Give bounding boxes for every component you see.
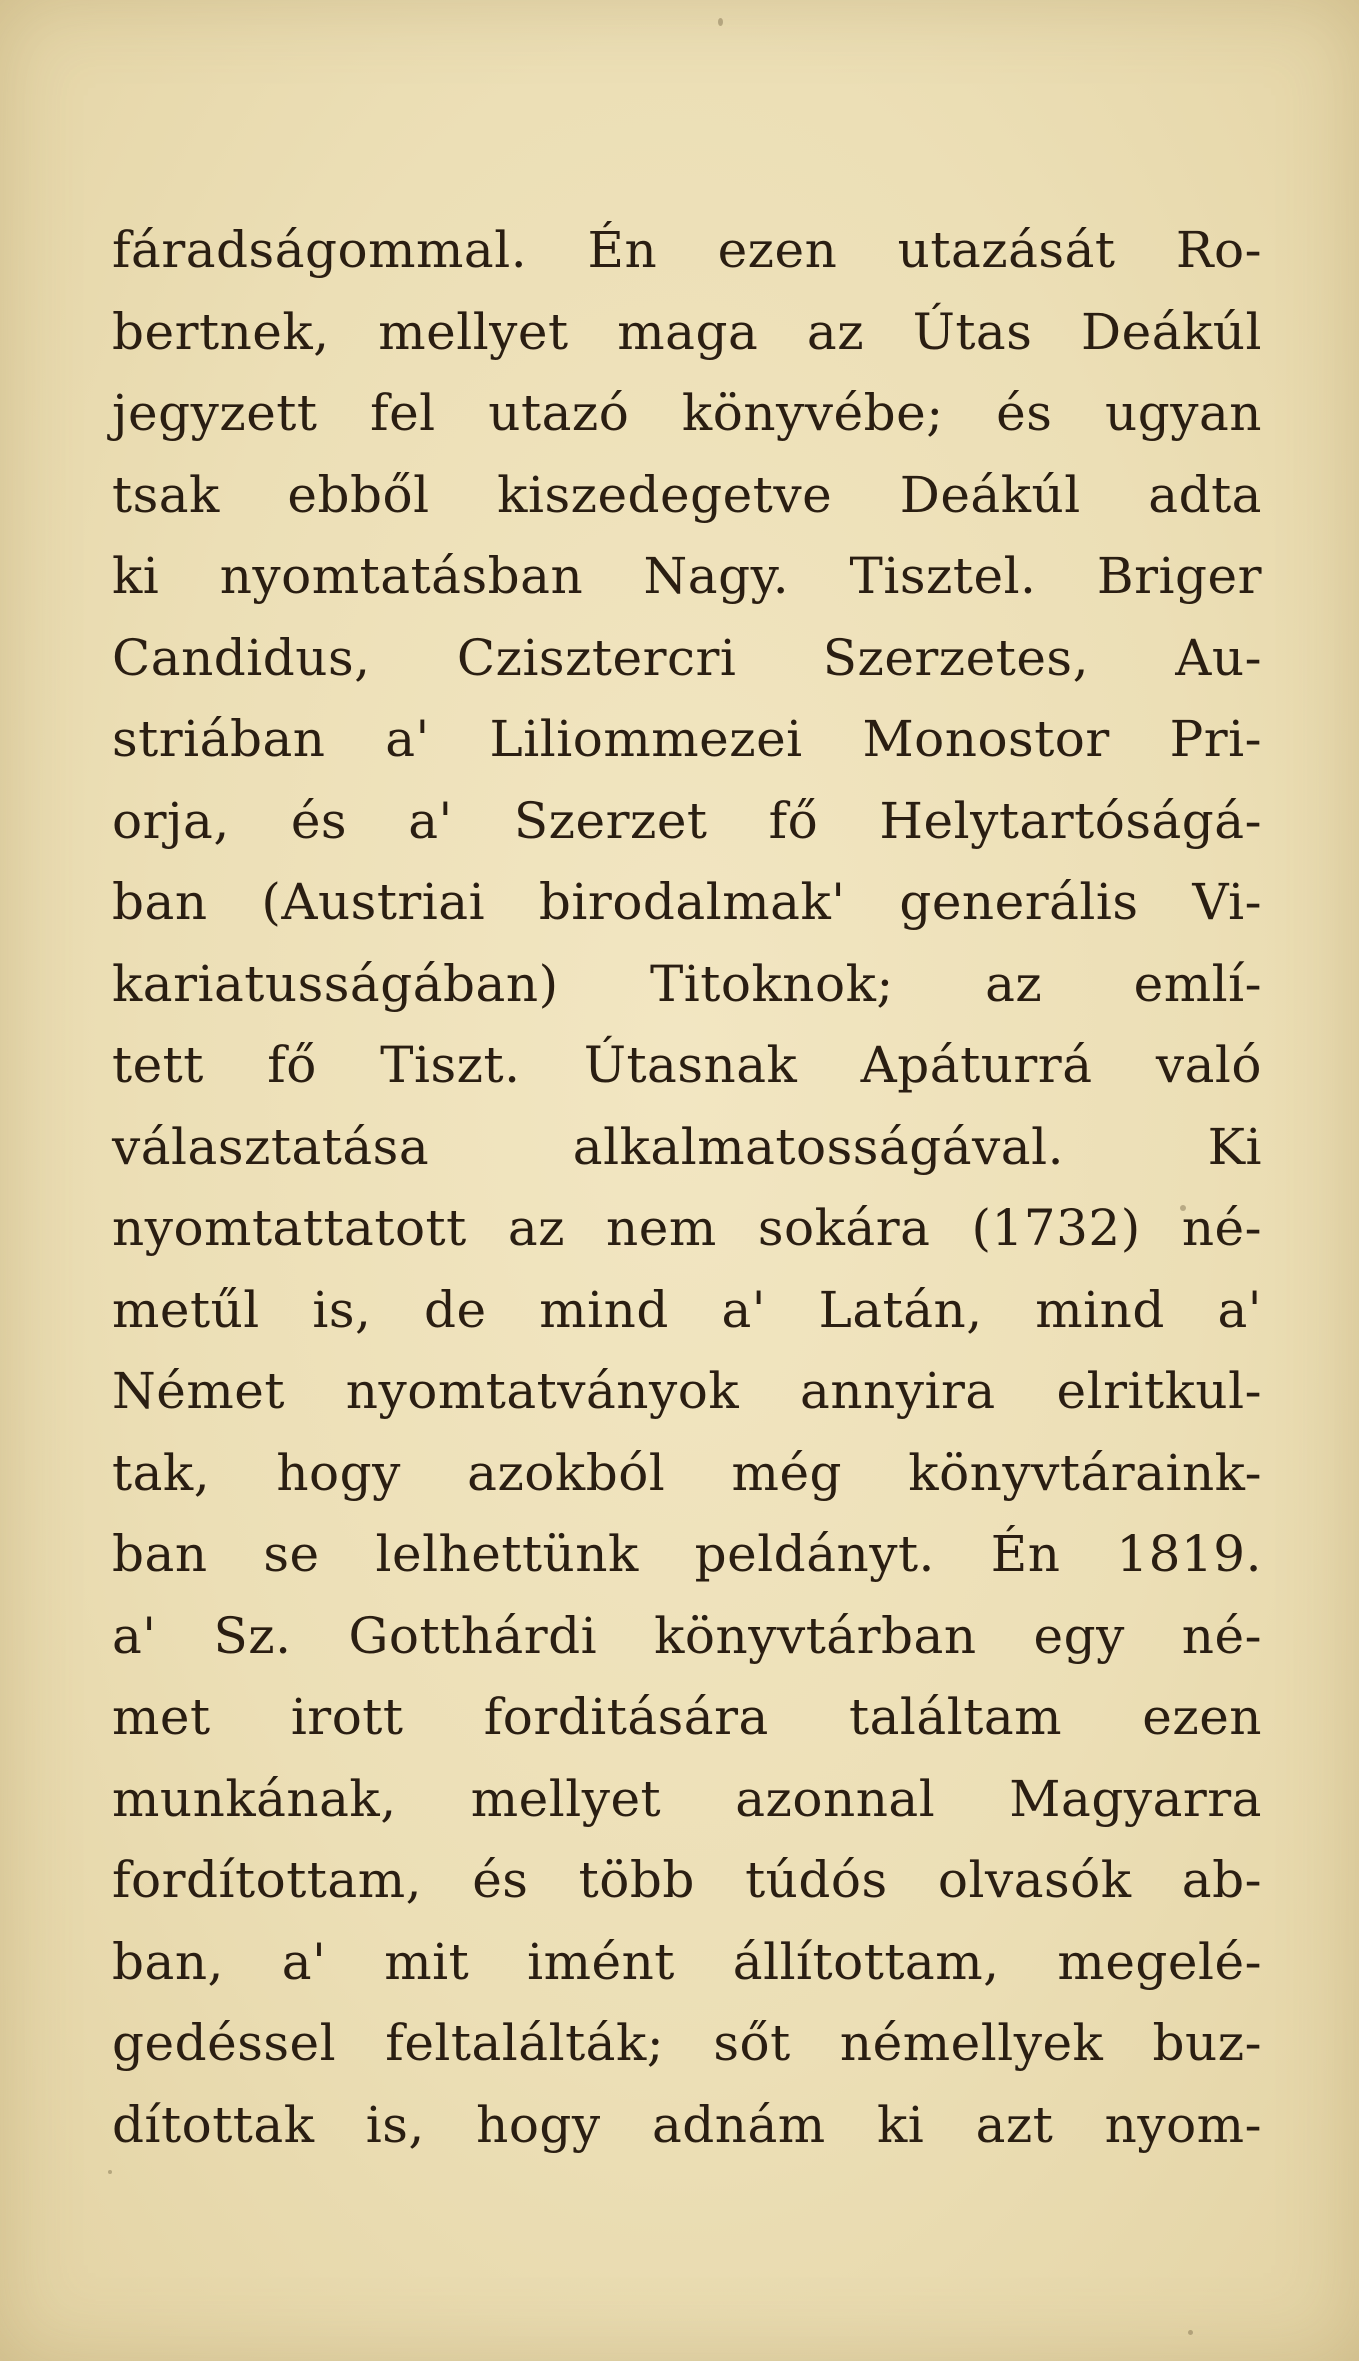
paper-speck (1188, 2330, 1193, 2335)
text-line: metűl is, de mind a' Latán, mind a' (112, 1280, 1262, 1339)
text-line: munkának, mellyet azonnal Magyarra (112, 1769, 1262, 1828)
text-line: ban se lelhettünk peldányt. Én 1819. (112, 1525, 1262, 1583)
text-line: Candidus, Czisztercri Szerzetes, Au- (112, 628, 1262, 687)
text-line: a' Sz. Gotthárdi könyvtárban egy né- (112, 1606, 1262, 1665)
text-line: fáradságommal. Én ezen utazását Ro- (112, 221, 1262, 279)
text-line: striában a' Liliommezei Monostor Pri- (112, 710, 1262, 768)
text-line: kariatusságában) Titoknok; az emlí- (112, 954, 1262, 1013)
text-line: jegyzett fel utazó könyvébe; és ugyan (112, 384, 1262, 442)
body-text (112, 210, 1262, 2166)
text-line: választatása alkalmatosságával. Ki (112, 1117, 1262, 1176)
text-line: tsak ebből kiszedegetve Deákúl adta (112, 465, 1262, 524)
text-line: ban, a' mit imént állítottam, megelé- (112, 1932, 1262, 1991)
text-line: tett fő Tiszt. Útasnak Apáturrá való (112, 1036, 1262, 1094)
text-line: bertnek, mellyet maga az Útas Deákúl (112, 302, 1262, 361)
paper-speck (718, 18, 723, 26)
text-line: tak, hogy azokból még könyvtáraink- (112, 1443, 1262, 1502)
text-line: met irott forditására találtam ezen (112, 1688, 1262, 1746)
text-line: fordítottam, és több túdós olvasók ab- (112, 1851, 1262, 1909)
text-line: Német nyomtatványok annyira elritkul- (112, 1362, 1262, 1420)
text-line: ban (Austriai birodalmak' generális Vi- (112, 873, 1262, 931)
text-line: orja, és a' Szerzet fő Helytartóságá- (112, 791, 1262, 850)
text-line: dítottak is, hogy adnám ki azt nyom- (112, 2095, 1262, 2154)
text-line: ki nyomtatásban Nagy. Tisztel. Briger (112, 547, 1262, 605)
text-line: gedéssel feltalálták; sőt némellyek buz- (112, 2014, 1262, 2072)
paper-speck (108, 2170, 112, 2174)
text-line: nyomtattatott az nem sokára (1732) né- (112, 1199, 1262, 1257)
